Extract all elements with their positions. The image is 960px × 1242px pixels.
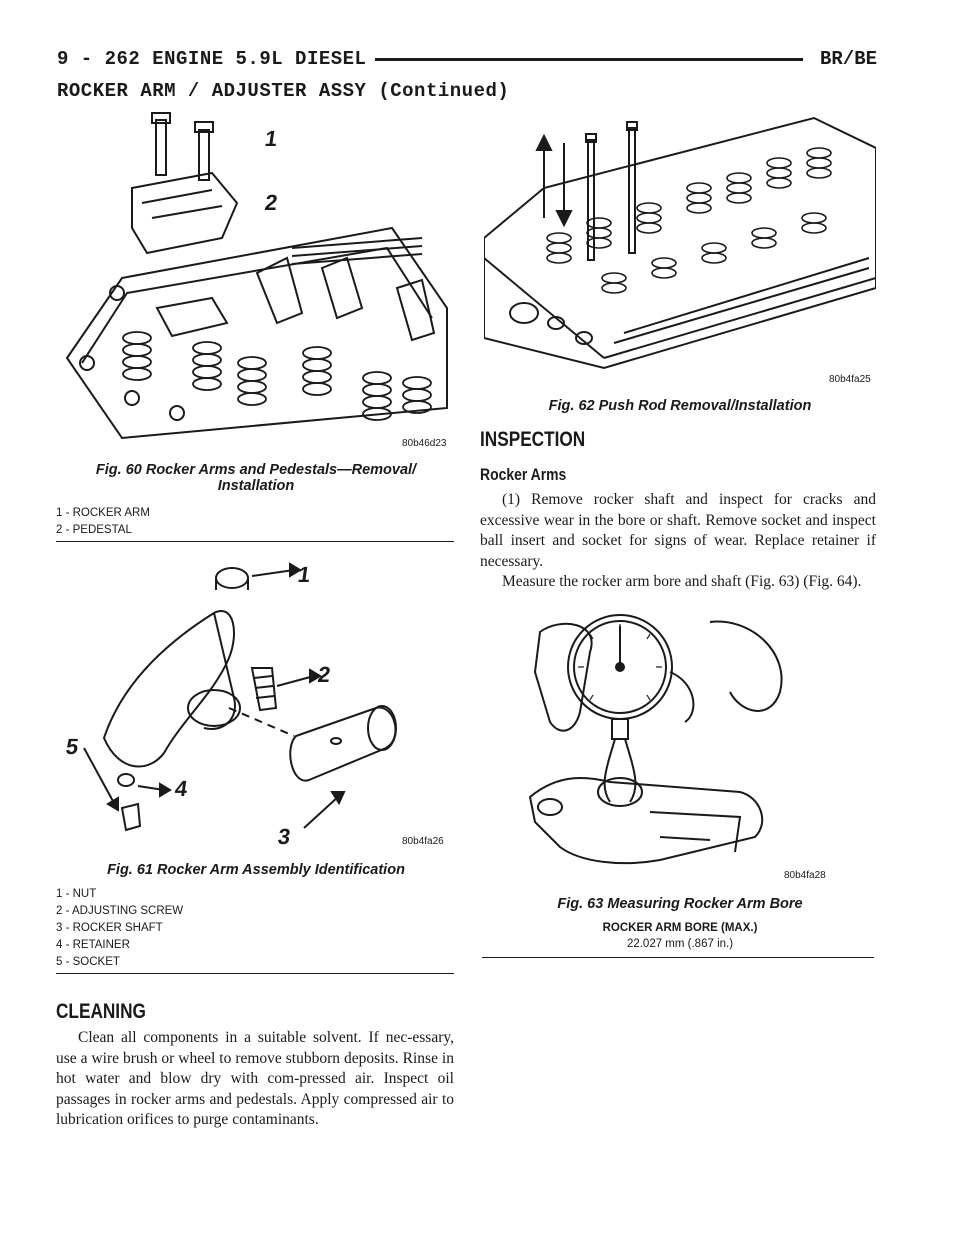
header-rule <box>375 58 803 61</box>
fig63-rule <box>482 957 874 958</box>
spec-label: ROCKER ARM BORE (MAX.) <box>602 922 758 934</box>
fig60-rule <box>56 541 454 542</box>
spec-value: 22.027 mm (.867 in.) <box>626 938 734 950</box>
inspection-heading: INSPECTION <box>480 428 586 451</box>
fig61-callout-5: 5 <box>64 734 81 759</box>
inspection-para-2: Measure the rocker arm bore and shaft (Fig. 63) (Fig. 64). <box>502 573 862 590</box>
figure-63-illustration <box>520 612 840 880</box>
figure-60-illustration <box>62 108 454 450</box>
fig61-caption: Fig. 61 Rocker Arm Assembly Identification <box>107 862 405 878</box>
fig60-code: 80b46d23 <box>402 438 447 449</box>
legend-item: 4 - RETAINER <box>56 939 130 951</box>
legend-item: 5 - SOCKET <box>56 956 120 968</box>
fig61-callout-3: 3 <box>276 824 293 849</box>
figure-62-illustration <box>484 108 876 388</box>
fig63-caption: Fig. 63 Measuring Rocker Arm Bore <box>557 896 803 912</box>
fig63-code: 80b4fa28 <box>784 870 826 881</box>
figure-61-illustration <box>64 558 454 854</box>
fig60-callout-1: 1 <box>263 126 280 151</box>
fig60-callout-2: 2 <box>263 190 280 215</box>
fig62-caption: Fig. 62 Push Rod Removal/Installation <box>548 398 812 414</box>
fig61-legend <box>56 886 183 971</box>
rocker-arms-subheading: Rocker Arms <box>480 465 567 484</box>
fig61-callout-1: 1 <box>296 562 313 587</box>
fig62-code: 80b4fa25 <box>829 374 871 385</box>
legend-item: 1 - ROCKER ARM <box>56 507 150 519</box>
page-header <box>57 48 877 78</box>
cleaning-heading: CLEANING <box>56 1000 146 1023</box>
legend-item: 1 - NUT <box>56 888 97 900</box>
fig61-callout-4: 4 <box>173 776 190 801</box>
cleaning-text: Clean all components in a suitable solvent. If nec-essary, use a wire brush or wheel to remove stubborn deposits. Rinse in hot water and blow dry with com-pressed air. Inspect oil passages in rocker arms and pedestals. Apply compressed air to lubrication orifices to purge contaminants. <box>56 1029 454 1128</box>
page-reference: 9 - 262 ENGINE 5.9L DIESEL <box>57 48 367 70</box>
section-title: ROCKER ARM / ADJUSTER ASSY (Continued) <box>57 80 510 102</box>
legend-item: 2 - ADJUSTING SCREW <box>56 905 184 917</box>
inspection-text <box>480 490 876 593</box>
model-code: BR/BE <box>819 48 877 70</box>
fig60-caption: Fig. 60 Rocker Arms and Pedestals—Removal/ Installation <box>95 462 417 494</box>
fig61-rule <box>56 973 454 974</box>
legend-item: 3 - ROCKER SHAFT <box>56 922 163 934</box>
inspection-para-1: (1) Remove rocker shaft and inspect for cracks and excessive wear in the bore or shaft. Remove socket and inspect ball insert and socket for signs of wear. Replace retainer if necessary. <box>480 491 876 570</box>
fig61-code: 80b4fa26 <box>402 836 444 847</box>
fig60-legend <box>56 505 150 539</box>
fig61-callout-2: 2 <box>316 662 333 687</box>
legend-item: 2 - PEDESTAL <box>56 524 132 536</box>
